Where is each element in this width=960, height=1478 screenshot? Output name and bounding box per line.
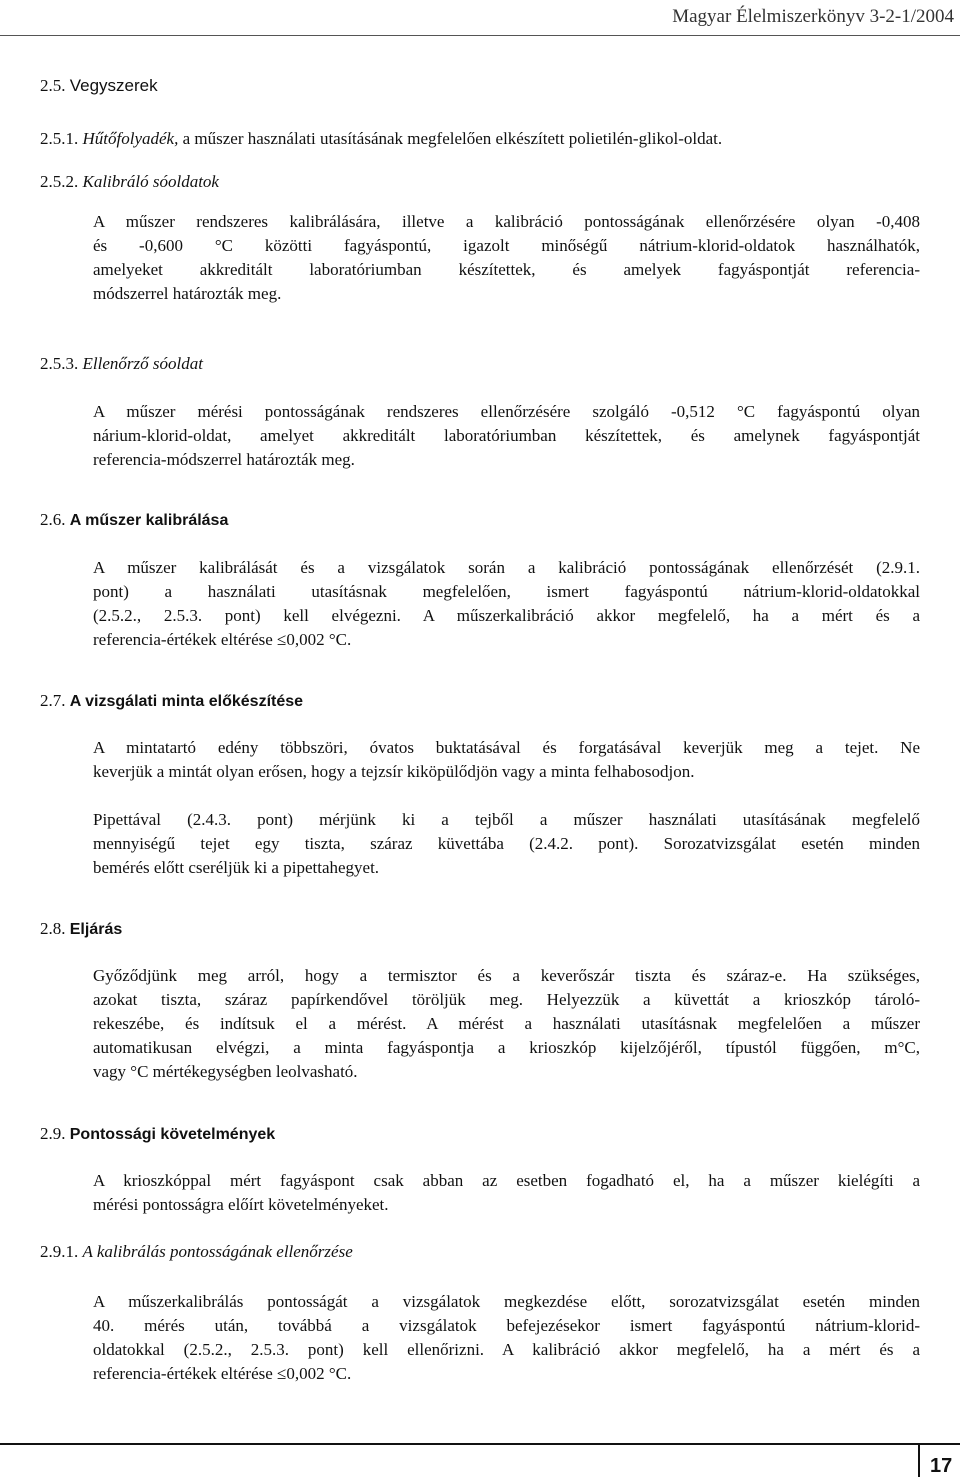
heading-title: A kalibrálás pontosságának ellenőrzése: [82, 1242, 353, 1261]
paragraph-line: A műszerkalibrálás pontosságát a vizsgálatok megkezdése előtt, sorozatvizsgálat esetén minden: [93, 1292, 920, 1311]
paragraph-line: amelyeket akkreditált laboratóriumban készítettek, és amelyek fagyáspontját referencia-: [93, 260, 920, 279]
paragraph-line: A krioszkóppal mért fagyáspont csak abban az esetben fogadható el, ha a műszer kielégíti a: [93, 1171, 920, 1190]
paragraph-line: A mintatartó edény többszöri, óvatos buktatásával és forgatásával keverjük meg a tejet. Ne: [93, 738, 920, 757]
heading-2-7: [40, 689, 303, 714]
heading-title: Kalibráló sóoldatok: [82, 172, 219, 191]
heading-2-5-1: [40, 127, 722, 151]
paragraph-line: azokat tiszta, száraz papírkendővel töröljük meg. Helyezzük a küvettát a krioszkóp tároló-: [93, 990, 920, 1009]
paragraph-line: módszerrel határozták meg.: [93, 284, 282, 303]
page-number: 17: [930, 1455, 953, 1477]
heading-number: 2.9.: [40, 1124, 66, 1143]
heading-number: 2.6.: [40, 510, 66, 529]
paragraph-2-6: [93, 556, 920, 652]
paragraph-line: referencia-értékek eltérése ≤0,002 °C.: [93, 1364, 352, 1383]
paragraph-2-8: [93, 964, 920, 1084]
paragraph-2-5-2: [93, 210, 920, 306]
heading-2-6: [40, 508, 228, 533]
heading-title: Hűtőfolyadék,: [82, 129, 179, 148]
heading-rest-text: a műszer használati utasításának megfelelően elkészített polietilén-glikol-oldat.: [182, 129, 723, 148]
paragraph-line: Győződjünk meg arról, hogy a termisztor és a keverőszár tiszta és száraz-e. Ha szükséges,: [93, 966, 920, 985]
paragraph-line: Pipettával (2.4.3. pont) mérjünk ki a tejből a műszer használati utasításának megfelelő: [93, 810, 920, 829]
paragraph-line: 40. mérés után, továbbá a vizsgálatok befejezésekor ismert fagyáspontú nátrium-klorid-: [93, 1316, 920, 1335]
paragraph-line: A műszer rendszeres kalibrálására, illetve a kalibráció pontosságának ellenőrzésére olyan -0,408: [93, 212, 920, 231]
paragraph-line: oldatokkal (2.5.2., 2.5.3. pont) kell ellenőrizni. A kalibráció akkor megfelelő, ha a mért és a: [93, 1340, 920, 1359]
paragraph-line: nárium-klorid-oldat, amelyet akkreditált laboratóriumban készítettek, és amelynek fagyáspontját: [93, 426, 920, 445]
footer-rule: [0, 1443, 960, 1445]
paragraph-line: referencia-értékek eltérése ≤0,002 °C.: [93, 630, 352, 649]
paragraph-line: keverjük a mintát olyan erősen, hogy a tejzsír kiköpülődjön vagy a minta felhabosodjon.: [93, 762, 695, 781]
heading-number: 2.9.1.: [40, 1242, 79, 1261]
paragraph-2-7-mixing: [93, 736, 920, 784]
heading-number: 2.5.2.: [40, 172, 79, 191]
heading-title: A vizsgálati minta előkészítése: [69, 693, 304, 710]
heading-number: 2.5.1.: [40, 129, 79, 148]
paragraph-line: mennyiségű tejet egy tiszta, száraz küvettába (2.4.2. pont). Sorozatvizsgálat esetén minden: [93, 834, 920, 853]
heading-number: 2.7.: [40, 691, 66, 710]
paragraph-line: A műszer mérési pontosságának rendszeres ellenőrzésére szolgáló -0,512 °C fagyáspontú olyan: [93, 402, 920, 421]
paragraph-line: pont) a használati utasításnak megfelelően, ismert fagyáspontú nátrium-klorid-oldatokkal: [93, 582, 920, 601]
heading-2-9: [40, 1122, 275, 1147]
paragraph-line: automatikusan elvégzi, a minta fagyáspontja a krioszkóp kijelzőjéről, típustól függően, m°C,: [93, 1038, 920, 1057]
heading-number: 2.5.: [40, 76, 66, 95]
heading-2-9-1: [40, 1240, 353, 1264]
paragraph-line: mérési pontosságra előírt követelményeket.: [93, 1195, 389, 1214]
heading-number: 2.5.3.: [40, 354, 79, 373]
heading-title: Eljárás: [69, 921, 123, 938]
paragraph-2-7-pipetting: [93, 808, 920, 880]
heading-2-5-3: [40, 352, 203, 376]
paragraph-line: referencia-módszerrel határozták meg.: [93, 450, 355, 469]
paragraph-line: vagy °C mértékegységben leolvasható.: [93, 1062, 358, 1081]
paragraph-line: rekeszébe, és indítsuk el a mérést. A mérést a használati utasításnak megfelelően a műszer: [93, 1014, 920, 1033]
heading-title: A műszer kalibrálása: [69, 512, 229, 529]
paragraph-2-9-1: [93, 1290, 920, 1386]
heading-number: 2.8.: [40, 919, 66, 938]
paragraph-2-5-3: [93, 400, 920, 472]
heading-title: Ellenőrző sóoldat: [82, 354, 203, 373]
footer-divider: [918, 1443, 920, 1477]
running-header: Magyar Élelmiszerkönyv 3-2-1/2004: [672, 6, 954, 27]
heading-2-5: [40, 74, 158, 98]
paragraph-line: bemérés előtt cseréljük ki a pipettahegyet.: [93, 858, 380, 877]
paragraph-line: (2.5.2., 2.5.3. pont) kell elvégezni. A műszerkalibráció akkor megfelelő, ha a mért és a: [93, 606, 920, 625]
paragraph-line: A műszer kalibrálását és a vizsgálatok során a kalibráció pontosságának ellenőrzését (2.9.1.: [93, 558, 920, 577]
heading-title: Vegyszerek: [69, 76, 158, 95]
heading-title: Pontossági követelmények: [69, 1126, 276, 1143]
header-rule: [0, 35, 960, 36]
paragraph-line: és -0,600 °C közötti fagyáspontú, igazolt minőségű nátrium-klorid-oldatok használhatók,: [93, 236, 920, 255]
heading-2-8: [40, 917, 122, 942]
heading-2-5-2: [40, 170, 219, 194]
paragraph-2-9: [93, 1169, 920, 1217]
